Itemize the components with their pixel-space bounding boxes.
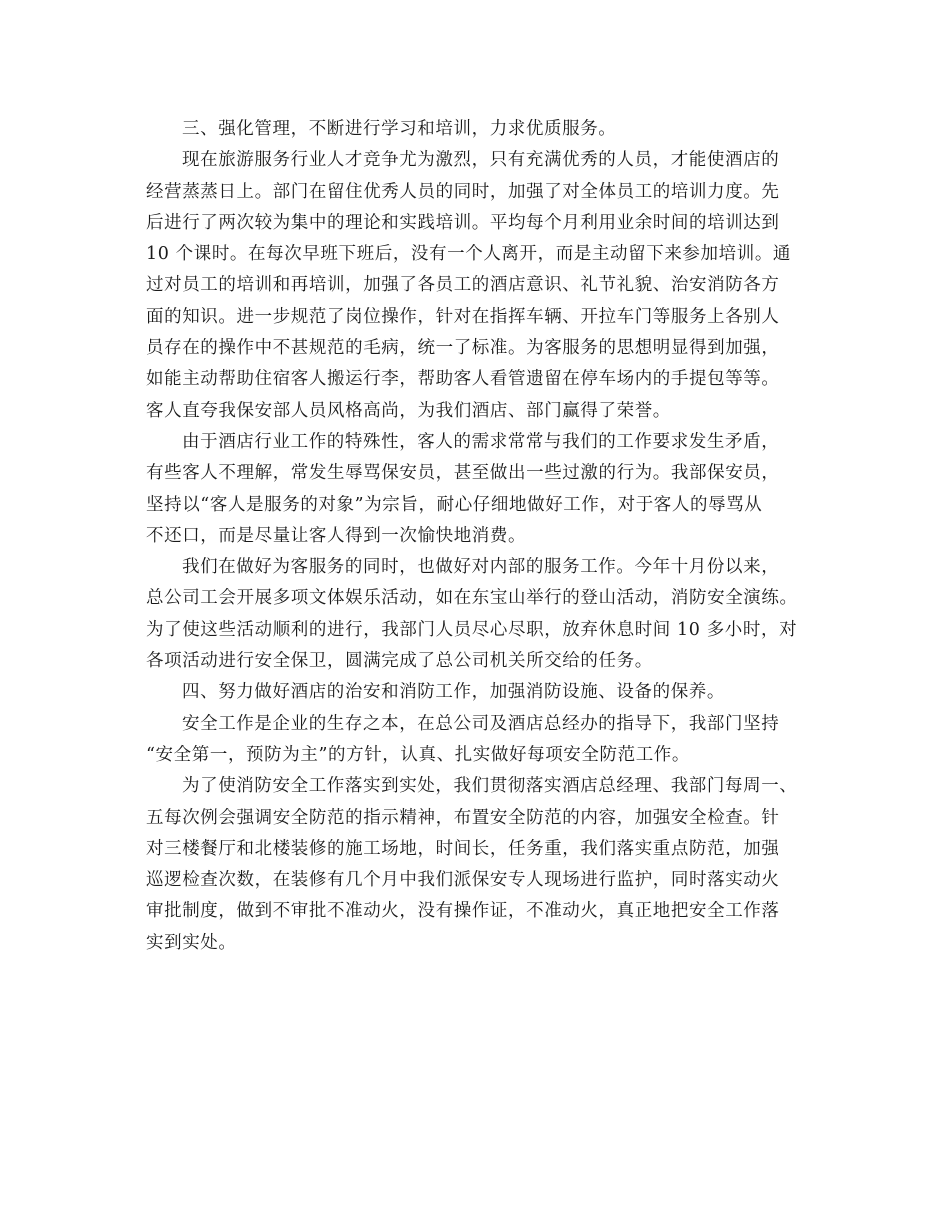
text-line: 总公司工会开展多项文体娱乐活动，如在东宝山举行的登山活动，消防安全演练。 xyxy=(146,588,798,609)
text-line: 为了使消防安全工作落实到实处，我们贯彻落实酒店总经理、我部门每周一、 xyxy=(182,776,798,797)
text-line: 员存在的操作中不甚规范的毛病，统一了标准。为客服务的思想明显得到加强， xyxy=(146,338,780,359)
text-line: 五每次例会强调安全防范的指示精神，布置安全防范的内容，加强安全检查。针 xyxy=(146,807,780,828)
text-line: 有些客人不理解，常发生辱骂保安员，甚至做出一些过激的行为。我部保安员， xyxy=(146,463,780,484)
text-line: 后进行了两次较为集中的理论和实践培训。平均每个月利用业余时间的培训达到 xyxy=(146,212,780,233)
text-line: 为了使这些活动顺利的进行，我部门人员尽心尽职，放弃休息时间 10 多小时，对 xyxy=(146,619,798,640)
text-line: “安全第一，预防为主”的方针，认真、扎实做好每项安全防范工作。 xyxy=(146,744,690,765)
text-line: 各项活动进行安全保卫，圆满完成了总公司机关所交给的任务。 xyxy=(146,651,653,672)
text-line: 面的知识。进一步规范了岗位操作，针对在指挥车辆、开拉车门等服务上各别人 xyxy=(146,306,780,327)
text-line: 实到实处。 xyxy=(146,932,237,953)
text-line: 巡逻检查次数，在装修有几个月中我们派保安专人现场进行监护，同时落实动火 xyxy=(146,870,780,891)
text-line: 三、强化管理，不断进行学习和培训，力求优质服务。 xyxy=(182,119,617,139)
text-line: 现在旅游服务行业人才竞争尤为激烈，只有充满优秀的人员，才能使酒店的 xyxy=(182,150,780,171)
text-line: 10 个课时。在每次早班下班后，没有一个人离开，而是主动留下来参加培训。通 xyxy=(146,244,792,265)
text-line: 坚持以“客人是服务的对象”为宗旨，耐心仔细地做好工作，对于客人的辱骂从 xyxy=(146,494,763,515)
text-line: 安全工作是企业的生存之本，在总公司及酒店总经办的指导下，我部门坚持 xyxy=(182,713,780,734)
text-line: 如能主动帮助住宿客人搬运行李，帮助客人看管遗留在停车场内的手提包等等。 xyxy=(146,369,780,390)
text-line: 我们在做好为客服务的同时，也做好对内部的服务工作。今年十月份以来， xyxy=(182,557,780,578)
text-line: 客人直夸我保安部人员风格高尚，为我们酒店、部门赢得了荣誉。 xyxy=(146,400,671,421)
text-line: 四、努力做好酒店的治安和消防工作，加强消防设施、设备的保养。 xyxy=(182,682,725,703)
text-line: 审批制度，做到不审批不准动火，没有操作证，不准动火，真正地把安全工作落 xyxy=(146,901,780,922)
text-line: 经营蒸蒸日上。部门在留住优秀人员的同时，加强了对全体员工的培训力度。先 xyxy=(146,181,780,202)
document-body xyxy=(146,114,810,959)
text-line: 不还口，而是尽量让客人得到一次愉快地消费。 xyxy=(146,525,527,546)
text-line: 由于酒店行业工作的特殊性，客人的需求常常与我们的工作要求发生矛盾， xyxy=(182,431,780,452)
text-line: 过对员工的培训和再培训，加强了各员工的酒店意识、礼节礼貌、治安消防各方 xyxy=(146,275,780,296)
text-line: 对三楼餐厅和北楼装修的施工场地，时间长，任务重，我们落实重点防范，加强 xyxy=(146,838,780,859)
